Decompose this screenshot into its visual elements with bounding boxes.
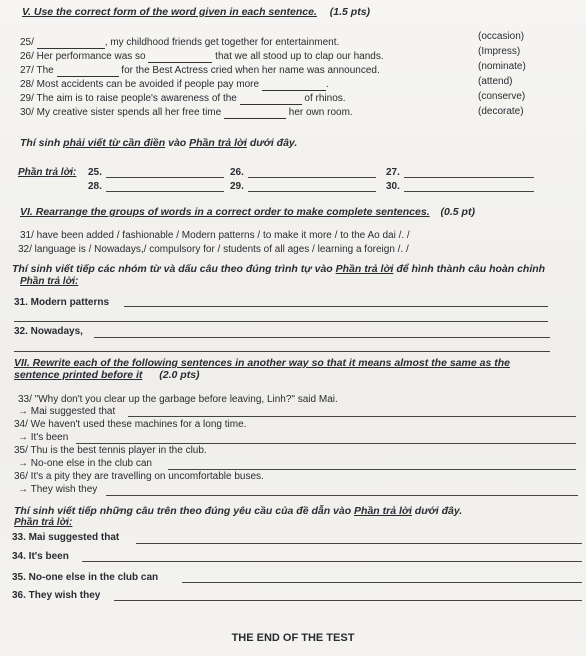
section-v-heading [22, 6, 370, 18]
section-vii-points: (2.0 pts) [159, 369, 200, 381]
q28-text-a: 28/ Most accidents can be avoided if people pay more [20, 79, 262, 90]
q26 [20, 51, 384, 63]
answer-30-number: 30. [386, 181, 400, 192]
q28-blank [262, 80, 326, 91]
q30-hint: (decorate) [478, 106, 524, 117]
q30-blank [224, 108, 286, 119]
answer-27-line [404, 177, 534, 178]
answer-label: Phần trả lời: [14, 517, 73, 528]
answer-35-line [182, 582, 582, 583]
answer-label: Phần trả lời: [20, 276, 79, 287]
q28-hint: (attend) [478, 76, 513, 87]
q30-text-b: her own room. [285, 107, 353, 118]
answer-31-line-2 [14, 321, 548, 322]
answer-33-line [136, 543, 582, 544]
q25-text-a: 25/ [20, 37, 37, 48]
end-of-test: THE END OF THE TEST [231, 632, 355, 644]
q29-blank [240, 94, 302, 105]
q27-text-b: for the Best Actress cried when her name was announced. [118, 65, 380, 76]
q36-hint: → They wish they [18, 484, 98, 495]
q36-line [106, 495, 578, 496]
answer-28-number: 28. [88, 181, 102, 192]
section-vi-points: (0.5 pt) [440, 206, 475, 218]
q25-hint: (occasion) [478, 31, 525, 42]
instruction-text: dưới đây. [246, 137, 298, 149]
section-vi-heading [20, 206, 475, 218]
answer-29-number: 29. [230, 181, 244, 192]
answer-28-line [106, 191, 224, 192]
q29-text-b: of rhinos. [301, 93, 346, 104]
answer-35-prefix: 35. No-one else in the club can [12, 572, 159, 583]
answer-32-prefix: 32. Nowadays, [14, 326, 83, 337]
q34: 34/ We haven't used these machines for a long time. [14, 419, 247, 430]
answer-label: Phần trả lời: [18, 167, 77, 178]
q27-hint: (nominate) [478, 61, 526, 72]
answer-30-line [404, 191, 534, 192]
answer-29-line [248, 191, 376, 192]
q26-text-b: that we all stood up to clap our hands. [212, 51, 384, 62]
q26-blank [148, 52, 212, 63]
section-vii-title-1: VII. Rewrite each of the following sentences in another way so that it means almost the same as the [14, 357, 510, 369]
answer-25-line [106, 177, 224, 178]
answer-27-number: 27. [386, 167, 400, 178]
q31: 31/ have been added / fashionable / Modern patterns / to make it more / to the Ao dai /. / [20, 230, 410, 241]
answer-34-prefix: 34. It's been [12, 551, 69, 562]
instruction-text: Phần trả lời [189, 137, 247, 149]
q25-blank [37, 38, 105, 49]
q29-hint: (conserve) [478, 91, 526, 102]
q25 [20, 37, 339, 49]
q33-hint: → Mai suggested that [18, 406, 116, 417]
q35-line [168, 469, 576, 470]
answer-36-prefix: 36. They wish they [12, 590, 101, 601]
answer-26-number: 26. [230, 167, 244, 178]
q30 [20, 107, 353, 119]
answer-26-line [248, 177, 376, 178]
q27-text-a: 27/ The [20, 65, 57, 76]
q29 [20, 93, 346, 105]
instruction-text: Thí sinh viết tiếp các nhóm từ và dấu câu theo đúng trình tự vào [12, 263, 336, 275]
instruction-text: Thí sinh viết tiếp những câu trên theo đúng yêu cầu của đề dẫn vào [14, 505, 355, 517]
section-v-instruction [20, 137, 297, 149]
instruction-text: vào [165, 137, 190, 149]
q27-blank [57, 66, 119, 77]
answer-31-line [124, 306, 548, 307]
q33-line [128, 416, 576, 417]
q26-hint: (Impress) [478, 46, 521, 57]
section-vii-instruction [14, 505, 462, 517]
instruction-text: dưới đây. [411, 505, 463, 517]
q34-hint: → It's been [18, 432, 69, 443]
q30-text-a: 30/ My creative sister spends all her free time [20, 107, 224, 118]
instruction-text: Thí sinh [20, 137, 64, 149]
section-vii-title-2: sentence printed before it [14, 369, 143, 381]
q28-text-b: . [325, 79, 329, 90]
answer-33-prefix: 33. Mai suggested that [12, 532, 120, 543]
instruction-text: để hình thành câu hoàn chỉnh [393, 263, 546, 275]
q35-hint: → No-one else in the club can [18, 458, 152, 469]
q32: 32/ language is / Nowadays,/ compulsory for / students of all ages / learning a foreign /. / [18, 244, 409, 255]
q34-line [76, 443, 576, 444]
q25-text-b: , my childhood friends get together for entertainment. [104, 37, 340, 48]
section-v-points: (1.5 pts) [329, 6, 371, 18]
q28 [20, 79, 329, 91]
q33: 33/ "Why don't you clear up the garbage before leaving, Linh?" said Mai. [18, 394, 338, 405]
q26-text-a: 26/ Her performance was so [20, 51, 149, 62]
answer-31-prefix: 31. Modern patterns [14, 297, 110, 308]
section-vi-title: VI. Rearrange the groups of words in a correct order to make complete sentences. [20, 206, 430, 218]
answer-32-line-2 [14, 351, 550, 352]
section-vi-instruction [12, 263, 545, 275]
section-vii-heading [14, 369, 200, 381]
q36: 36/ It's a pity they are travelling on uncomfortable buses. [14, 471, 264, 482]
answer-25-number: 25. [88, 167, 102, 178]
instruction-text: Phần trả lời [354, 505, 412, 517]
answer-32-line [94, 337, 550, 338]
answer-34-line [82, 561, 582, 562]
q29-text-a: 29/ The aim is to raise people's awareness of the [20, 93, 240, 104]
instruction-text: Phần trả lời [335, 263, 394, 275]
instruction-text: phải viết từ cần điền [63, 137, 166, 149]
answer-36-line [114, 600, 582, 601]
q27 [20, 65, 380, 77]
section-v-title: V. Use the correct form of the word given in each sentence. [22, 6, 317, 18]
q35: 35/ Thu is the best tennis player in the club. [14, 445, 207, 456]
